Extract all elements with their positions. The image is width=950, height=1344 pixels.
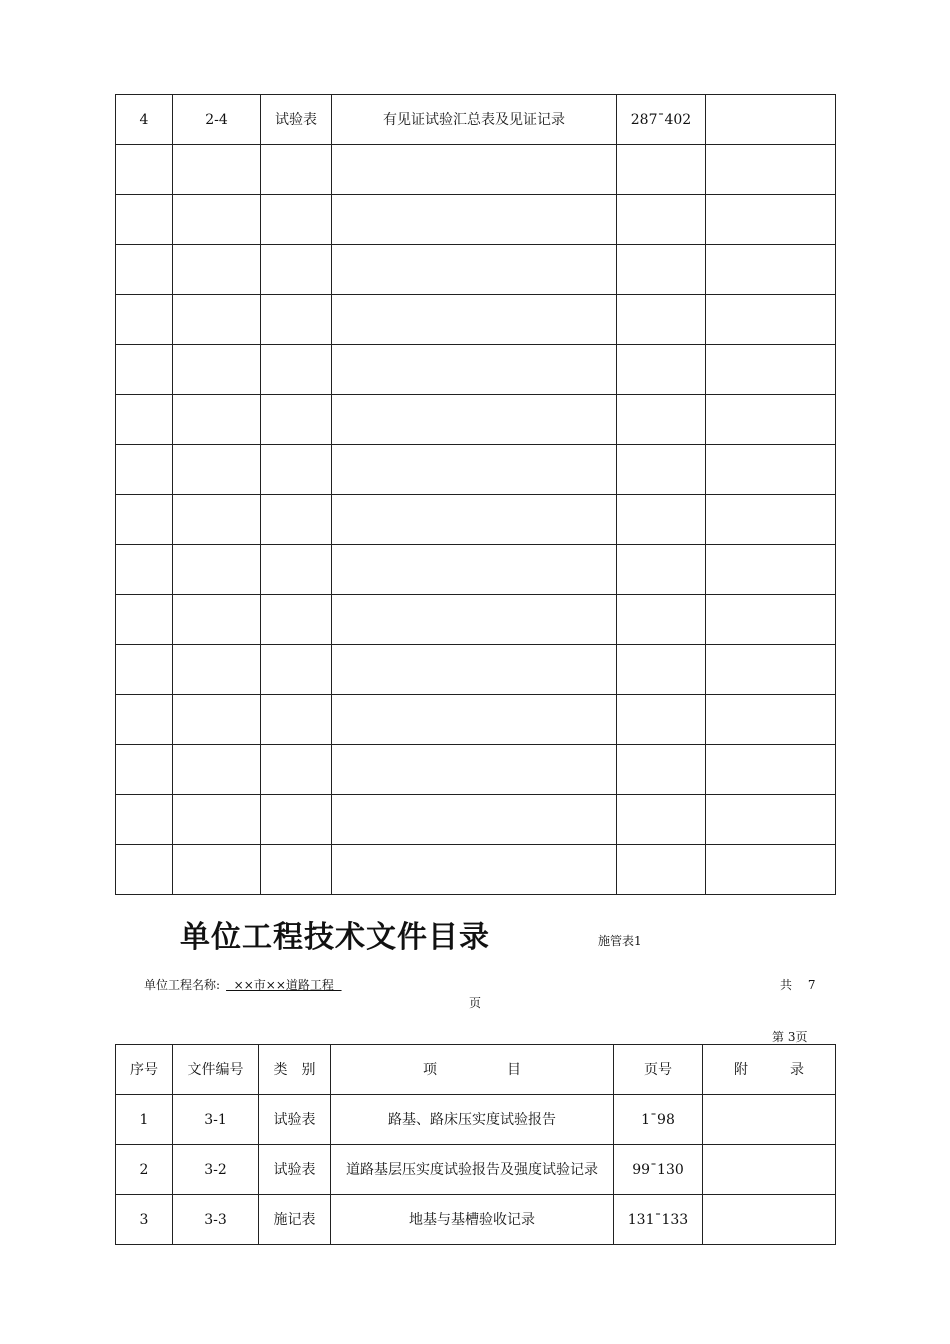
cell-appendix <box>706 395 836 445</box>
cell-pages <box>617 245 706 295</box>
table-row <box>116 1145 836 1195</box>
cell-no <box>116 595 173 645</box>
table-row <box>116 545 836 595</box>
cell-no <box>116 545 173 595</box>
cell-pages <box>617 545 706 595</box>
cell-appendix <box>706 295 836 345</box>
cell-code: 3-2 <box>173 1145 259 1195</box>
cell-no <box>116 495 173 545</box>
cell-category <box>261 795 332 845</box>
header-no: 序号 <box>116 1045 173 1095</box>
cell-pages <box>617 295 706 345</box>
table-row <box>116 445 836 495</box>
cell-no <box>116 195 173 245</box>
cell-appendix <box>706 495 836 545</box>
cell-item: 地基与基槽验收记录 <box>331 1195 614 1245</box>
cell-code <box>173 395 261 445</box>
table-row <box>116 145 836 195</box>
cell-appendix <box>703 1095 836 1145</box>
cell-item <box>332 745 617 795</box>
cell-item <box>332 595 617 645</box>
cell-item: 路基、路床压实度试验报告 <box>331 1095 614 1145</box>
cell-code <box>173 545 261 595</box>
cell-appendix <box>706 245 836 295</box>
cell-appendix <box>706 645 836 695</box>
cell-pages: 287¯402 <box>617 95 706 145</box>
cell-no <box>116 395 173 445</box>
cell-category <box>261 845 332 895</box>
cell-appendix <box>706 845 836 895</box>
cell-item <box>332 495 617 545</box>
cell-appendix <box>706 545 836 595</box>
cell-pages: 99¯130 <box>614 1145 703 1195</box>
cell-code: 2-4 <box>173 95 261 145</box>
cell-code <box>173 645 261 695</box>
cell-no <box>116 445 173 495</box>
cell-category: 试验表 <box>261 95 332 145</box>
cell-pages: 1¯98 <box>614 1095 703 1145</box>
table-row <box>116 245 836 295</box>
cell-appendix <box>706 145 836 195</box>
header-category: 类 别 <box>259 1045 331 1095</box>
table-row <box>116 195 836 245</box>
cell-pages <box>617 745 706 795</box>
table-row <box>116 495 836 545</box>
cell-no <box>116 345 173 395</box>
cell-code <box>173 695 261 745</box>
cell-item <box>332 545 617 595</box>
cell-code <box>173 195 261 245</box>
table-row <box>116 745 836 795</box>
cell-item <box>332 445 617 495</box>
cell-code <box>173 845 261 895</box>
table-row <box>116 1095 836 1145</box>
cell-pages <box>617 695 706 745</box>
cell-item: 有见证试验汇总表及见证记录 <box>332 95 617 145</box>
cell-item <box>332 395 617 445</box>
cell-no: 3 <box>116 1195 173 1245</box>
form-code: 施管表1 <box>598 934 642 948</box>
unit-name-value: ××市××道路工程 <box>226 978 342 992</box>
cell-code <box>173 345 261 395</box>
table-row <box>116 1195 836 1245</box>
cell-no <box>116 745 173 795</box>
cell-item <box>332 295 617 345</box>
cell-category <box>261 595 332 645</box>
cell-appendix <box>706 445 836 495</box>
page-number: 第 3页 <box>772 1030 808 1044</box>
unit-name-label: 单位工程名称: <box>144 978 221 992</box>
cell-code <box>173 295 261 345</box>
cell-pages <box>617 395 706 445</box>
cell-category <box>261 545 332 595</box>
cell-appendix <box>706 745 836 795</box>
cell-category <box>261 645 332 695</box>
cell-appendix <box>703 1195 836 1245</box>
table-row <box>116 595 836 645</box>
cell-pages: 131¯133 <box>614 1195 703 1245</box>
table-row <box>116 345 836 395</box>
cell-code <box>173 795 261 845</box>
cell-no <box>116 245 173 295</box>
cell-code: 3-1 <box>173 1095 259 1145</box>
table-row <box>116 95 836 145</box>
table-row <box>116 295 836 345</box>
header-item: 项 目 <box>331 1045 614 1095</box>
cell-category <box>261 695 332 745</box>
cell-pages <box>617 645 706 695</box>
header-appendix: 附 录 <box>703 1045 836 1095</box>
cell-code <box>173 745 261 795</box>
cell-pages <box>617 595 706 645</box>
table-row <box>116 795 836 845</box>
cell-pages <box>617 845 706 895</box>
cell-no <box>116 145 173 195</box>
cell-item <box>332 645 617 695</box>
cell-pages <box>617 495 706 545</box>
cell-item <box>332 345 617 395</box>
cell-code <box>173 445 261 495</box>
cell-no: 4 <box>116 95 173 145</box>
cell-category <box>261 745 332 795</box>
page-title: 单位工程技术文件目录 <box>180 920 490 955</box>
cell-category <box>261 195 332 245</box>
cell-item <box>332 695 617 745</box>
cell-category: 试验表 <box>259 1095 331 1145</box>
cell-pages <box>617 795 706 845</box>
cell-category <box>261 445 332 495</box>
cell-category <box>261 495 332 545</box>
cell-appendix <box>703 1145 836 1195</box>
cell-pages <box>617 145 706 195</box>
table-row <box>116 395 836 445</box>
cell-no <box>116 845 173 895</box>
cell-no: 1 <box>116 1095 173 1145</box>
cell-item <box>332 245 617 295</box>
cell-appendix <box>706 795 836 845</box>
cell-no: 2 <box>116 1145 173 1195</box>
cell-appendix <box>706 695 836 745</box>
cell-category <box>261 245 332 295</box>
document-index-table <box>115 1044 836 1245</box>
cell-code: 3-3 <box>173 1195 259 1245</box>
unit-name-row <box>144 976 342 993</box>
table-row <box>116 845 836 895</box>
cell-item <box>332 795 617 845</box>
cell-item <box>332 195 617 245</box>
cell-category: 施记表 <box>259 1195 331 1245</box>
header-code: 文件编号 <box>173 1045 259 1095</box>
cell-no <box>116 645 173 695</box>
cell-no <box>116 295 173 345</box>
cell-pages <box>617 195 706 245</box>
cell-item <box>332 145 617 195</box>
total-pages: 共 7 <box>780 978 816 992</box>
table-row <box>116 645 836 695</box>
cell-pages <box>617 445 706 495</box>
cell-category <box>261 345 332 395</box>
table-row <box>116 695 836 745</box>
cell-no <box>116 795 173 845</box>
header-pages: 页号 <box>614 1045 703 1095</box>
cell-category <box>261 295 332 345</box>
cell-code <box>173 145 261 195</box>
cell-category <box>261 145 332 195</box>
cell-appendix <box>706 345 836 395</box>
cell-appendix <box>706 195 836 245</box>
cell-code <box>173 245 261 295</box>
cell-appendix <box>706 595 836 645</box>
cell-appendix <box>706 95 836 145</box>
cell-item: 道路基层压实度试验报告及强度试验记录 <box>331 1145 614 1195</box>
cell-no <box>116 695 173 745</box>
cell-pages <box>617 345 706 395</box>
cell-category: 试验表 <box>259 1145 331 1195</box>
table-header-row <box>116 1045 836 1095</box>
cell-code <box>173 495 261 545</box>
cell-code <box>173 595 261 645</box>
total-pages-unit: 页 <box>469 996 482 1010</box>
cell-item <box>332 845 617 895</box>
continuation-table <box>115 94 836 895</box>
cell-category <box>261 395 332 445</box>
